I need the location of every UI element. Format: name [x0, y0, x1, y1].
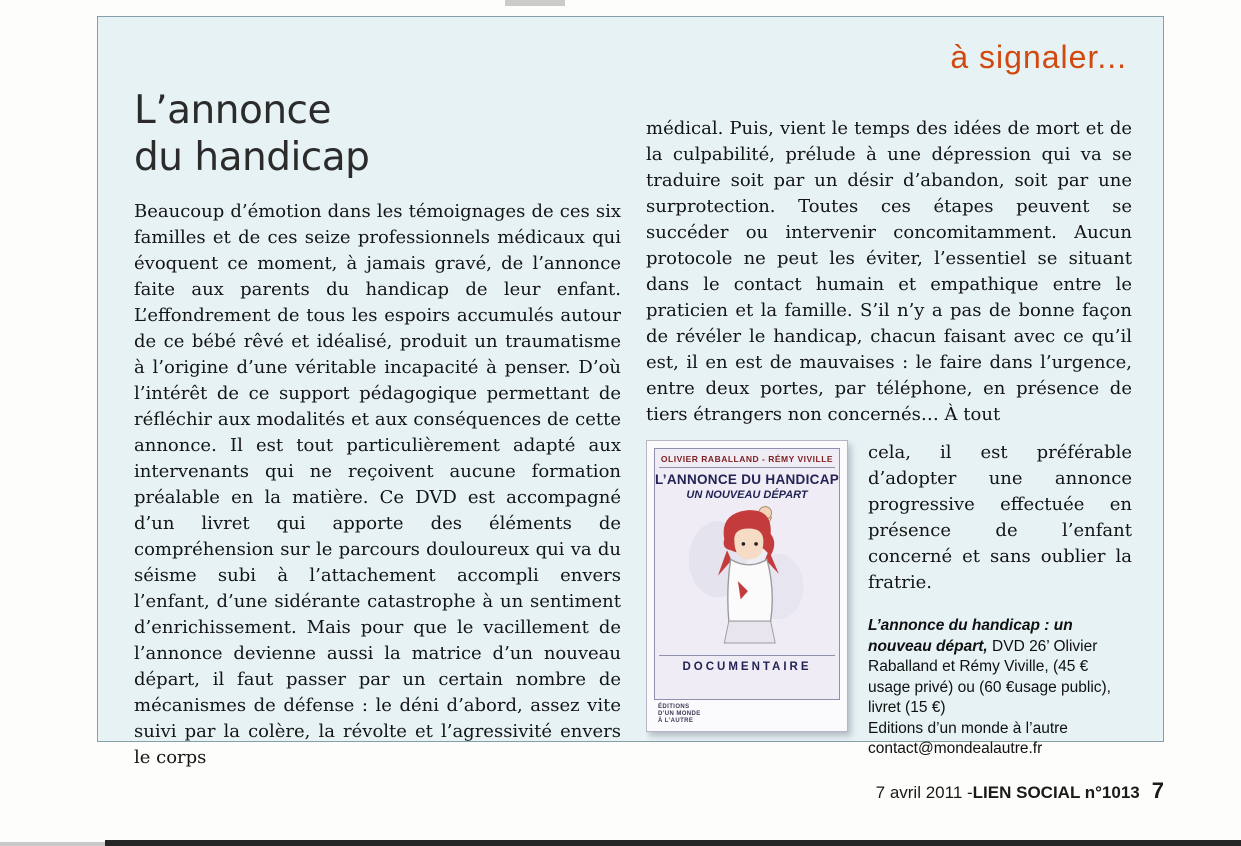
caption-publisher: Editions d’un monde à l’autre [868, 719, 1068, 737]
page-title [134, 87, 369, 181]
dvd-genre-label: DOCUMENTAIRE [659, 655, 835, 673]
dvd-cover-inner [654, 448, 840, 700]
dvd-logo-line3: À L’AUTRE [658, 718, 694, 724]
dvd-logo-line2: D’UN MONDE [658, 711, 701, 717]
page-title-line1: L’annonce [134, 88, 331, 133]
dvd-publisher-logo [658, 704, 840, 725]
footer-magazine-name: LIEN SOCIAL n°1013 [972, 783, 1140, 802]
dvd-cover [646, 440, 848, 732]
article-paragraph-right-top: médical. Puis, vient le temps des idées de mort et de la culpabilité, prélude à une dépression qui va se traduire soit par un désir d’abandon, soit par une surprotection. Toutes ces étapes peuvent se succéder ou intervenir concomitamment. Aucun protocole ne peut les éviter, l’essentiel se situant dans le contact humain et empathique entre le praticien et la famille. S’il n’y a pas de bonne façon de révéler le handicap, chacun faisant avec ce qu’il est, il en est de mauvaises : le faire dans l’urgence, entre deux portes, par téléphone, en présence de tiers étrangers non concernés… À tout [646, 118, 1132, 425]
girl-illustration [677, 503, 817, 653]
caption-contact: contact@mondealautre.fr [868, 740, 1043, 757]
dvd-illustration [655, 503, 839, 655]
scan-artifact-bottom-left [0, 842, 105, 846]
caption-title: L’annonce du handicap : un nouveau départ, [868, 617, 1073, 655]
article-column-left [134, 199, 621, 771]
section-label: à signaler... [950, 39, 1127, 75]
article-content-box [97, 16, 1164, 768]
footer-date: 7 avril 2011 - [875, 783, 973, 802]
article-paragraph-left: Beaucoup d’émotion dans les témoignages de ces six familles et de ces seize professionnels médicaux qui évoquent ce moment, à jamais gravé, de l’annonce faite aux parents du handicap de leur enfant. L’effondrement de tous les espoirs accumulés autour de ce bébé rêvé et idéalisé, produit un traumatisme à l’origine d’une véritable incapacité à penser. D’où l’intérêt de ce support pédagogique permettant de réfléchir aux modalités et aux conséquences de cette annonce. Il est tout particulièrement adapté aux intervenants qui ne reçoivent aucune formation préalable en la matière. Ce DVD est accompagné d’un livret qui apporte des éléments de compréhension sur le parcours douloureux qui va du séisme subi à l’attachement accompli envers l’enfant, d’une sidérante catastrophe à un sentiment d’enrichissement. Mais pour que le vacillement de l’annonce devienne aussi la matrice d’un nouveau départ, il faut passer par un certain nombre de mécanismes de défense : le déni d’abord, assez vite suivi par la colère, la révolte et l’agressivité envers le corps [134, 201, 621, 768]
dvd-authors: OLIVIER RABALLAND - RÉMY VIVILLE [659, 454, 835, 468]
scan-artifact-top [505, 0, 565, 6]
article-column-right [646, 116, 1132, 760]
dvd-wrap-block [646, 440, 1132, 760]
caption-body: DVD 26’ Olivier Raballand et Rémy Viville, (45 € usage privé) ou (60 €usage public), livret (15 €) [868, 637, 1111, 716]
dvd-logo-line1: ÉDITIONS [658, 704, 690, 710]
page-footer [876, 778, 1164, 804]
footer-page-number: 7 [1151, 778, 1164, 803]
dvd-subtitle: UN NOUVEAU DÉPART [686, 489, 808, 501]
article-paragraph-right-wrap: cela, il est préférable d’adopter une annonce progressive effectuée en présence de l’enfant concerné et sans oublier la fratrie. [868, 442, 1132, 593]
scan-artifact-bottom [105, 840, 1241, 846]
dvd-title: L’ANNONCE DU HANDICAP [655, 472, 840, 487]
page-title-line2: du handicap [134, 135, 370, 180]
